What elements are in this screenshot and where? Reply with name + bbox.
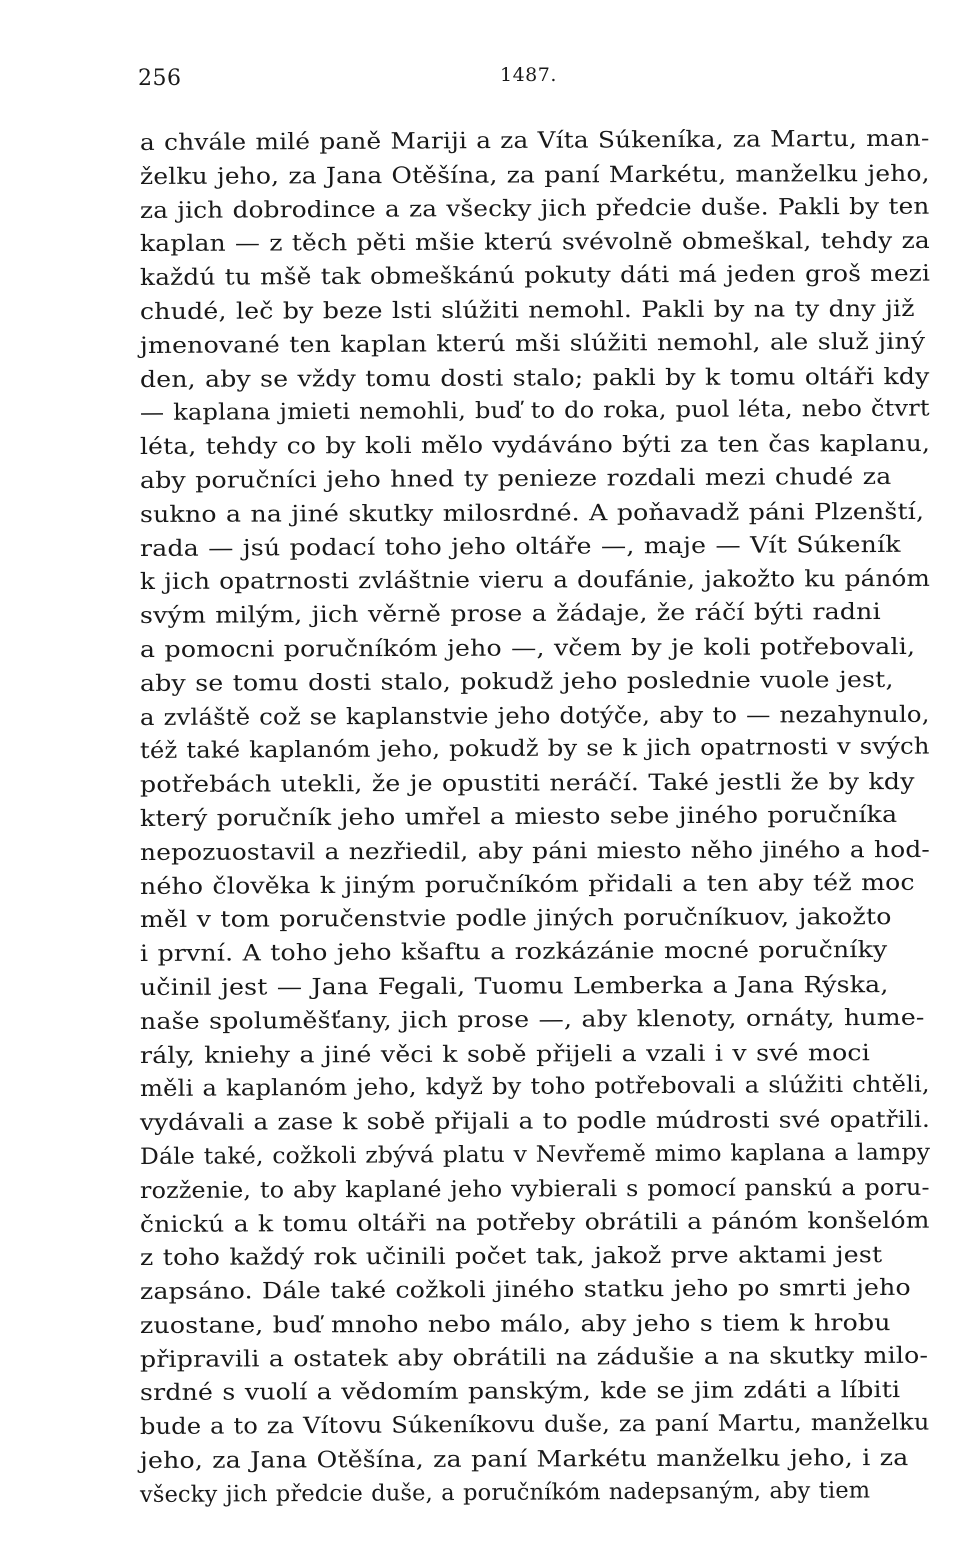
text-line: měli a kaplanóm jeho, když by toho potřebovali a slúžiti chtěli,: [139, 1071, 930, 1103]
text-line: rozženie, to aby kaplané jeho vybierali s pomocí panskú a poru-: [139, 1174, 930, 1204]
text-line: Dále také, cožkoli zbývá platu v Nevřemě mimo kaplana a lampy: [139, 1139, 931, 1170]
text-line: chudé, leč by beze lsti slúžiti nemohl. Pakli by na ty dny již: [139, 295, 915, 325]
text-line: a pomocni poručníkóm jeho —, včem by je koli potřebovali,: [139, 633, 916, 663]
text-line: a chvále milé paně Mariji a za Víta Súkeníka, za Martu, man-: [139, 125, 930, 156]
text-line: k jich opatrnosti zvláštnie vieru a doufánie, jakožto ku pánóm: [139, 566, 931, 596]
text-line: který poručník jeho umřel a miesto sebe jiného poručníka: [139, 801, 898, 832]
text-line: želku jeho, za Jana Otěšína, za paní Markétu, manželku jeho,: [139, 160, 930, 190]
text-line: vydávali a zase k sobě přijali a to podle múdrosti své opatřili.: [139, 1106, 931, 1137]
text-line: svým milým, jich věrně prose a žádaje, že ráčí býti radni: [139, 599, 881, 630]
text-line: naše spoluměšťany, jich prose —, aby klenoty, ornáty, hume-: [139, 1004, 925, 1035]
text-line: den, aby se vždy tomu dosti stalo; pakli by k tomu oltáři kdy: [139, 363, 930, 393]
text-line: zuostane, buď mnoho nebo málo, aby jeho s tiem k hrobu: [139, 1309, 891, 1339]
text-line: srdné s vuolí a vědomím panským, kde se jim zdáti a líbiti: [139, 1377, 901, 1407]
text-line: též také kaplanóm jeho, pokudž by se k jich opatrnosti v svých: [139, 733, 930, 765]
text-line: aby se tomu dosti stalo, pokudž jeho poslednie vuole jest,: [139, 666, 894, 697]
text-line: každú tu mšě tak obmeškánú pokuty dáti má jeden groš mezi: [139, 260, 931, 292]
text-line: zapsáno. Dále také cožkoli jiného statku jeho po smrti jeho: [139, 1274, 911, 1306]
text-line: čnickú a k tomu oltáři na potřeby obrátili a pánóm konšelóm: [139, 1207, 930, 1238]
text-line: nepozuostavil a nezřiedil, aby páni miesto něho jiného a hod-: [139, 836, 931, 866]
text-line: připravili a ostatek aby obrátili na zádušie a na skutky milo-: [139, 1342, 929, 1373]
text-line: jeho, za Jana Otěšína, za paní Markétu manželku jeho, i za: [139, 1445, 909, 1475]
text-line: a zvláště což se kaplanstvie jeho dotýče, aby to — nezahynulo,: [139, 701, 930, 731]
text-line: jmenované ten kaplan kterú mši slúžiti nemohl, ale služ jiný: [139, 328, 926, 359]
text-line: — kaplana jmieti nemohli, buď to do roka, puol léta, nebo čtvrt: [139, 395, 930, 427]
text-line: aby poručníci jeho hned ty penieze rozdali mezi chudé za: [139, 463, 892, 494]
text-line: bude a to za Vítovu Súkeníkovu duše, za paní Martu, manželku: [139, 1409, 930, 1441]
page-number: 256: [138, 66, 182, 91]
text-line: kaplan — z těch pěti mšie kterú svévolně obmeškal, tehdy za: [139, 228, 930, 258]
text-line: sukno a na jiné skutky milosrdné. A poňavadž páni Plzenští,: [139, 498, 925, 528]
text-line: i první. A toho jeho kšaftu a rozkázánie mocné poručníky: [139, 937, 888, 968]
text-line: za jich dobrodince a za všecky jich předcie duše. Pakli by ten: [139, 193, 930, 224]
text-line: učinil jest — Jana Fegali, Tuomu Lemberka a Jana Rýska,: [139, 972, 889, 1001]
text-line: potřebách utekli, že je opustiti neráčí. Také jestli že by kdy: [139, 769, 915, 799]
text-line: z toho každý rok učinili počet tak, jakož prve aktami jest: [139, 1242, 883, 1272]
text-line: rada — jsú podací toho jeho oltáře —, maje — Vít Súkeník: [139, 531, 901, 562]
running-header-year: 1487.: [500, 64, 557, 86]
text-line: léta, tehdy co by koli mělo vydáváno býti za ten čas kaplanu,: [139, 431, 931, 461]
body-text: [140, 127, 940, 1513]
text-line: rály, kniehy a jiné věci k sobě přijeli a vzali i v své moci: [139, 1039, 870, 1069]
text-line: ného člověka k jiným poručníkóm přidali a ten aby též moc: [139, 869, 915, 900]
text-line: všecky jich předcie duše, a poručníkóm nadepsaným, aby tiem: [139, 1477, 871, 1508]
text-line: měl v tom poručenstvie podle jiných poručníkuov, jakožto: [139, 904, 892, 934]
